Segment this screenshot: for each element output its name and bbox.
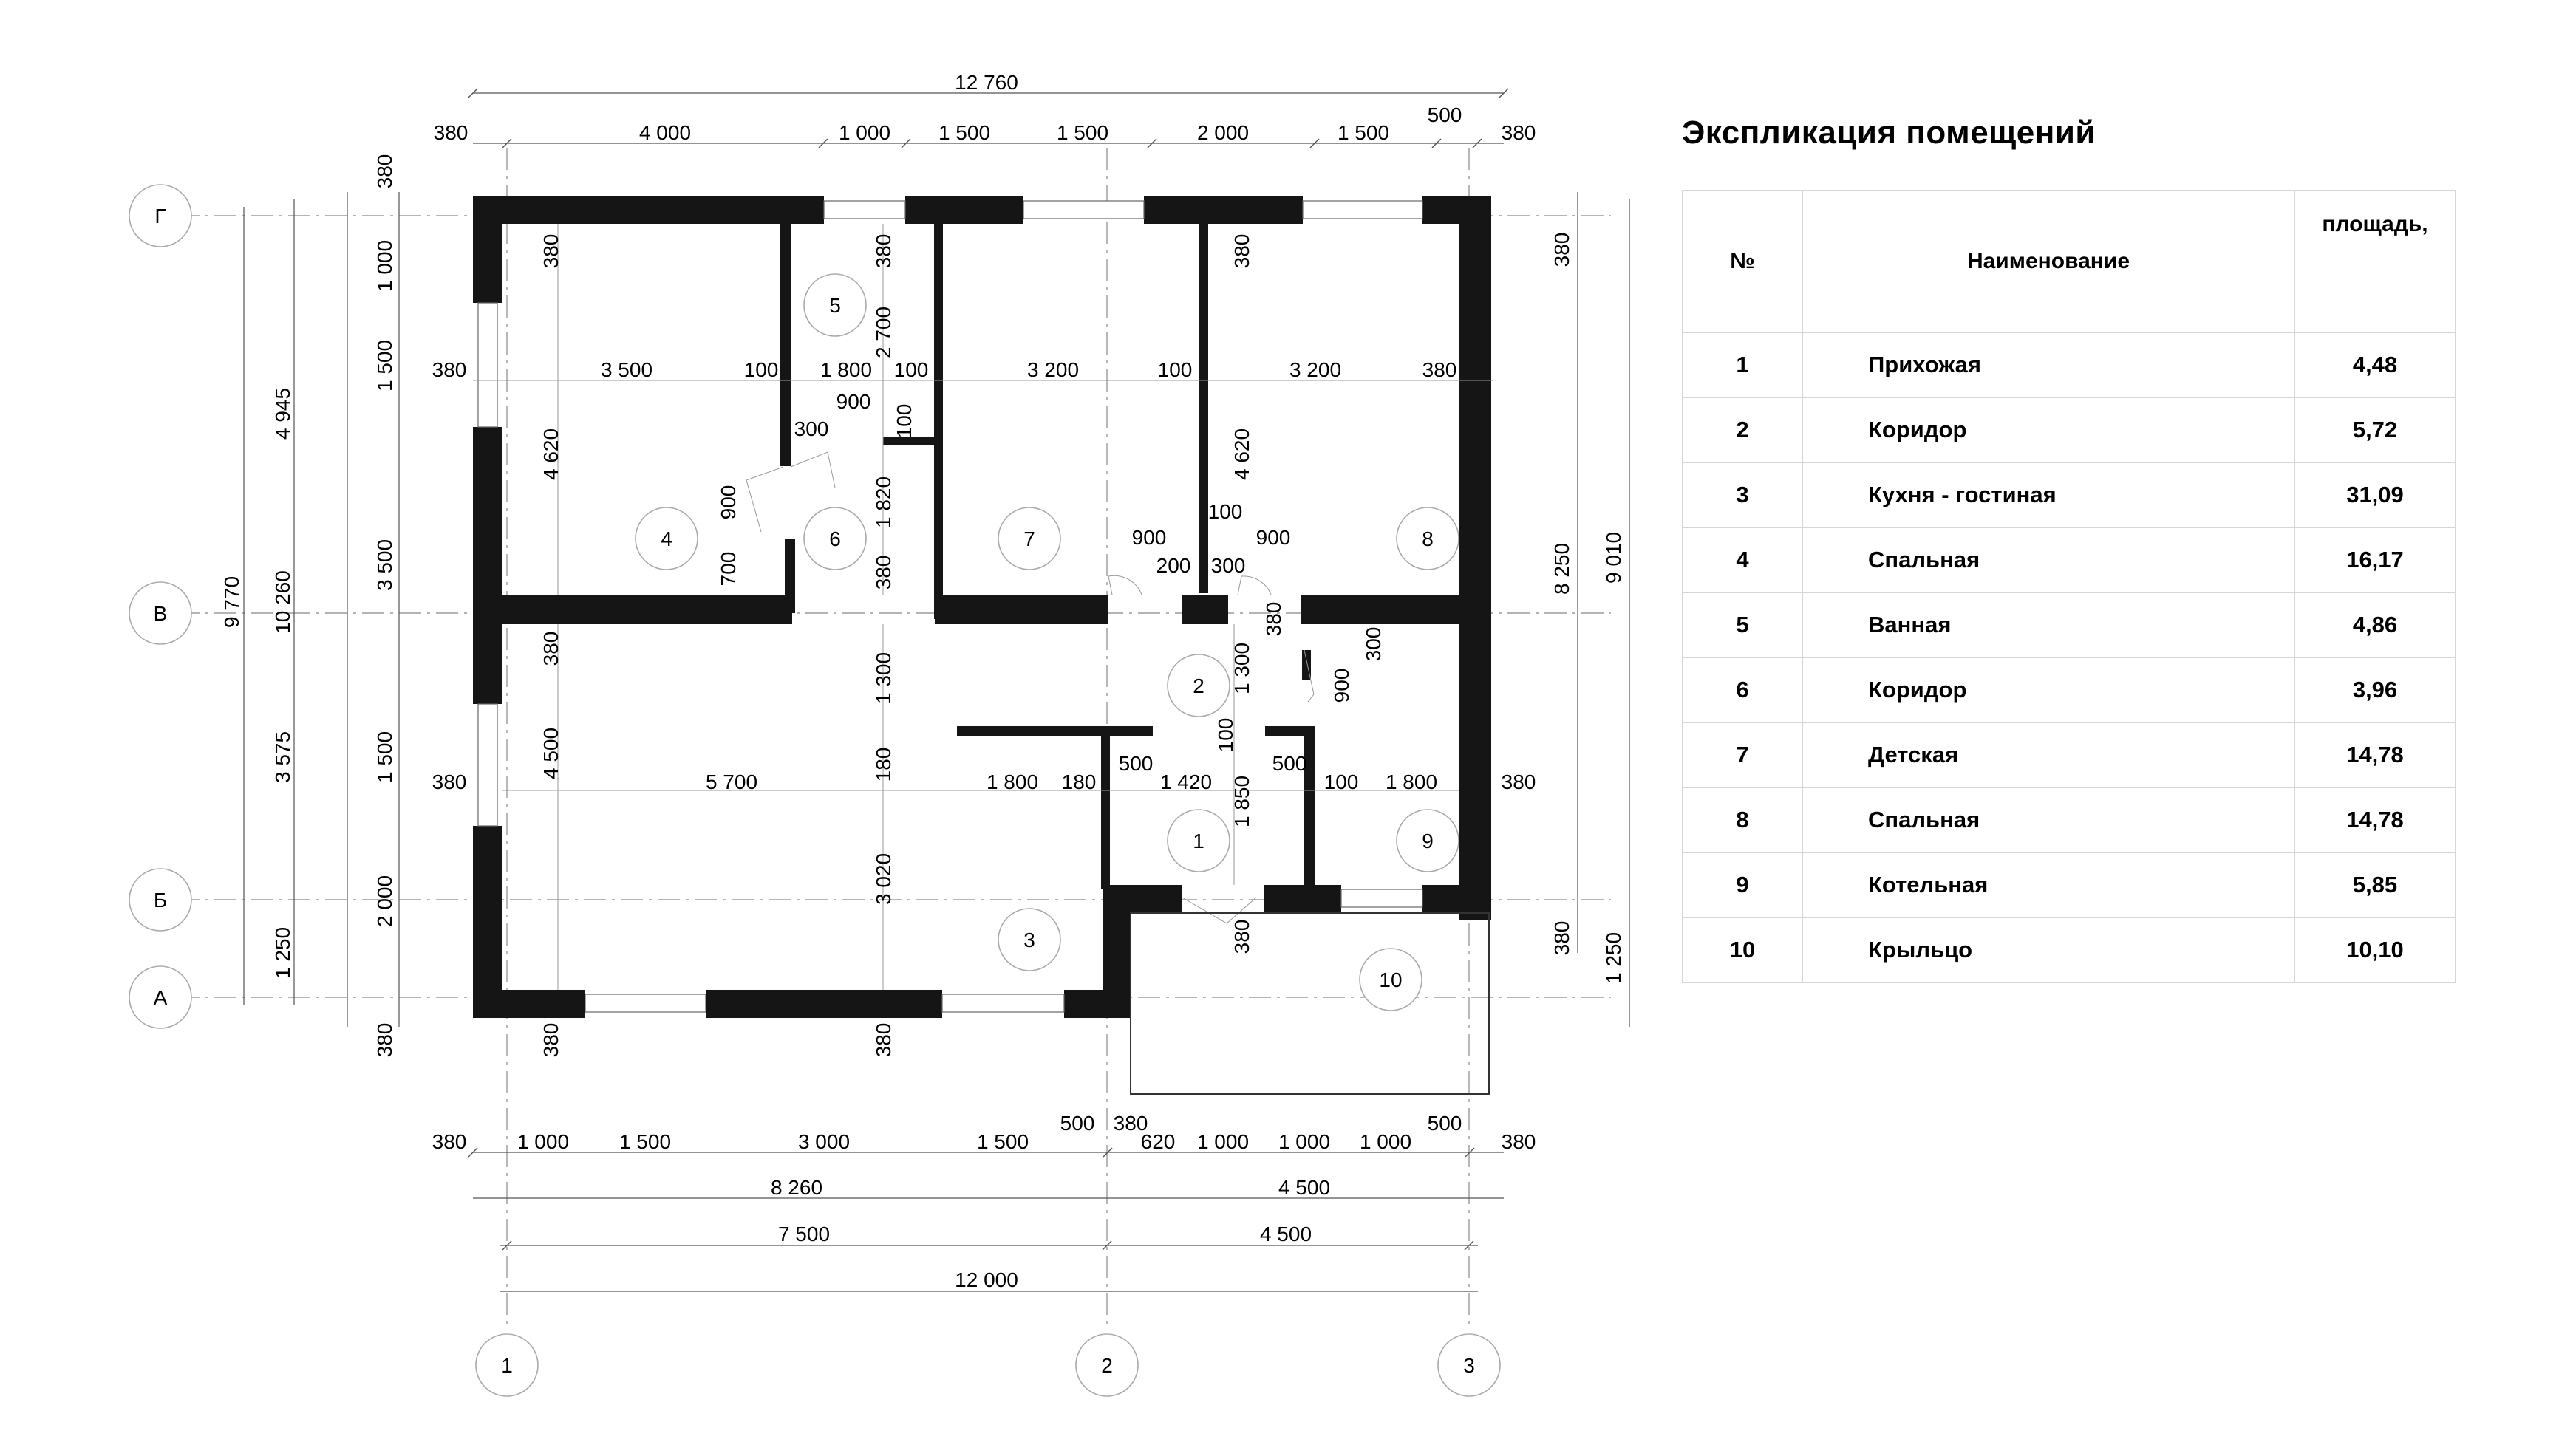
dim-int-r7-100: 100 bbox=[1157, 358, 1193, 381]
dim-bottom-9: 1 000 bbox=[1278, 1130, 1331, 1153]
dim-bottom-8260: 8 260 bbox=[770, 1176, 823, 1199]
dim-int-r3-3020: 3 020 bbox=[872, 852, 895, 906]
dim-left-6: 380 bbox=[373, 1022, 396, 1058]
room-number-2: 2 bbox=[1193, 674, 1204, 697]
dim-int-e-500b: 500 bbox=[1272, 752, 1307, 775]
table-row bbox=[1683, 332, 2456, 397]
dim-bottom-12000: 12 000 bbox=[955, 1268, 1018, 1291]
dim-bottom-2: 1 500 bbox=[619, 1130, 672, 1153]
dim-int-r3-1300: 1 300 bbox=[872, 652, 895, 705]
row-no: 6 bbox=[1683, 657, 1802, 722]
dim-int-r5-1800: 1 800 bbox=[820, 358, 873, 381]
row-area: 31,09 bbox=[2294, 462, 2456, 527]
dim-int-p-380: 380 bbox=[1230, 919, 1253, 954]
dim-int-b-100: 100 bbox=[1323, 770, 1359, 793]
dim-left-4945: 4 945 bbox=[271, 387, 294, 440]
table-row bbox=[1683, 462, 2456, 527]
dim-int-r8-380b: 380 bbox=[1422, 358, 1457, 381]
table-row bbox=[1683, 852, 2456, 917]
row-name: Детская bbox=[1802, 722, 2294, 787]
dim-int-b-380: 380 bbox=[1501, 770, 1536, 793]
axis-label-a: А bbox=[153, 986, 168, 1009]
row-no: 3 bbox=[1683, 462, 1802, 527]
dim-int-r5-380: 380 bbox=[872, 233, 895, 269]
header-area: площадь, bbox=[2294, 191, 2456, 332]
dim-bottom-7: 620 bbox=[1140, 1130, 1176, 1153]
dim-int-b-1800: 1 800 bbox=[1385, 770, 1438, 793]
dim-int-r3-380c: 380 bbox=[872, 1022, 895, 1058]
dim-int-r5-900: 900 bbox=[836, 390, 871, 413]
dim-int-r4-380b: 380 bbox=[539, 233, 562, 269]
row-area: 5,72 bbox=[2294, 397, 2456, 462]
dim-int-c-900b: 900 bbox=[1255, 526, 1291, 549]
dim-bottom-1: 1 000 bbox=[517, 1130, 570, 1153]
room-number-1: 1 bbox=[1193, 830, 1204, 852]
dim-top-2: 1 000 bbox=[838, 121, 891, 144]
header-name: Наименование bbox=[1802, 191, 2294, 332]
dim-int-c-100: 100 bbox=[1207, 500, 1243, 523]
bottom-dimensions bbox=[432, 1112, 1536, 1291]
dim-bottom-0: 380 bbox=[432, 1130, 467, 1153]
row-area: 4,48 bbox=[2294, 332, 2456, 397]
dim-int-r4-3500: 3 500 bbox=[600, 358, 653, 381]
dim-top-total: 12 760 bbox=[955, 71, 1018, 94]
row-name: Коридор bbox=[1802, 657, 2294, 722]
dim-bottom-4500b: 4 500 bbox=[1259, 1223, 1312, 1245]
row-name: Ванная bbox=[1802, 592, 2294, 657]
explication-title: Экспликация помещений bbox=[1682, 115, 2096, 151]
dim-int-e-100: 100 bbox=[1214, 717, 1237, 753]
table-row bbox=[1683, 397, 2456, 462]
dim-int-c-900c: 900 bbox=[1330, 668, 1353, 703]
row-no: 8 bbox=[1683, 787, 1802, 852]
dim-int-e-1850: 1 850 bbox=[1230, 775, 1253, 828]
row-area: 16,17 bbox=[2294, 527, 2456, 592]
room-number-7: 7 bbox=[1023, 527, 1035, 550]
dim-int-r6-1820: 1 820 bbox=[872, 476, 895, 529]
row-no: 2 bbox=[1683, 397, 1802, 462]
row-no: 4 bbox=[1683, 527, 1802, 592]
dim-int-c-900a: 900 bbox=[1131, 526, 1167, 549]
row-no: 1 bbox=[1683, 332, 1802, 397]
dim-int-c-380: 380 bbox=[1262, 601, 1285, 637]
row-axis-markers bbox=[129, 185, 191, 1028]
axis-label-b: Б bbox=[153, 889, 168, 912]
dim-int-r3-380: 380 bbox=[539, 631, 562, 666]
dim-bottom-4: 1 500 bbox=[976, 1130, 1029, 1153]
table-row bbox=[1683, 722, 2456, 787]
table-row bbox=[1683, 592, 2456, 657]
dim-int-e-1420: 1 420 bbox=[1159, 770, 1213, 793]
dim-left-10260: 10 260 bbox=[271, 570, 294, 634]
room-number-3: 3 bbox=[1023, 929, 1035, 951]
dim-bottom-10: 1 000 bbox=[1359, 1130, 1412, 1153]
dim-right-380a: 380 bbox=[1550, 232, 1573, 267]
dim-left-4: 1 500 bbox=[373, 731, 396, 784]
dim-right-9010: 9 010 bbox=[1602, 531, 1625, 584]
dim-int-e-180: 180 bbox=[1061, 770, 1097, 793]
dim-int-r3-5700: 5 700 bbox=[705, 770, 758, 793]
row-area: 3,96 bbox=[2294, 657, 2456, 722]
dim-left-9770: 9 770 bbox=[220, 575, 243, 629]
axis-label-1: 1 bbox=[501, 1354, 513, 1377]
dim-bottom-7500: 7 500 bbox=[777, 1223, 831, 1245]
row-name: Прихожая bbox=[1802, 332, 2294, 397]
dim-left-2: 1 500 bbox=[373, 339, 396, 392]
header-no: № bbox=[1683, 191, 1802, 332]
row-area: 4,86 bbox=[2294, 592, 2456, 657]
dim-int-r8-380: 380 bbox=[1230, 233, 1253, 269]
dim-bottom-8: 1 000 bbox=[1196, 1130, 1250, 1153]
row-no: 10 bbox=[1683, 917, 1802, 982]
left-dimensions bbox=[220, 154, 396, 1058]
row-area: 5,85 bbox=[2294, 852, 2456, 917]
dim-right-8250: 8 250 bbox=[1550, 542, 1573, 595]
dim-int-e-1800: 1 800 bbox=[986, 770, 1039, 793]
dim-int-r3-380b: 380 bbox=[539, 1022, 562, 1058]
top-dimensions bbox=[434, 71, 1536, 144]
dim-top-8: 380 bbox=[1501, 121, 1536, 144]
dim-int-r4-100: 100 bbox=[743, 358, 779, 381]
table-row bbox=[1683, 917, 2456, 982]
dim-int-r6-700: 700 bbox=[717, 551, 740, 587]
axis-label-v: В bbox=[153, 602, 168, 625]
dim-int-r8-4620: 4 620 bbox=[1230, 428, 1253, 481]
row-name: Крыльцо bbox=[1802, 917, 2294, 982]
room-number-4: 4 bbox=[661, 527, 672, 550]
dim-int-r8-3200: 3 200 bbox=[1289, 358, 1342, 381]
axis-label-2: 2 bbox=[1101, 1354, 1113, 1377]
row-no: 5 bbox=[1683, 592, 1802, 657]
dim-bottom-4500a: 4 500 bbox=[1278, 1176, 1331, 1199]
row-area: 10,10 bbox=[2294, 917, 2456, 982]
table-row bbox=[1683, 657, 2456, 722]
room-number-5: 5 bbox=[829, 294, 841, 317]
porch-outline bbox=[1131, 913, 1489, 1094]
explication-table bbox=[1682, 190, 2456, 983]
room-explication bbox=[1682, 115, 2456, 983]
dim-int-c-200: 200 bbox=[1156, 554, 1191, 577]
dim-left-1: 1 000 bbox=[373, 239, 396, 293]
row-name: Кухня - гостиная bbox=[1802, 462, 2294, 527]
dim-top-5: 2 000 bbox=[1196, 121, 1250, 144]
dim-int-c-300: 300 bbox=[1210, 554, 1246, 577]
dim-top-4: 1 500 bbox=[1056, 121, 1109, 144]
dim-int-r5-100: 100 bbox=[893, 358, 929, 381]
room-number-10: 10 bbox=[1379, 968, 1403, 991]
dim-bottom-12: 380 bbox=[1501, 1130, 1536, 1153]
row-area: 14,78 bbox=[2294, 787, 2456, 852]
dim-int-e-500: 500 bbox=[1118, 752, 1154, 775]
interior-dimensions bbox=[432, 234, 1536, 1058]
dim-right-1250: 1 250 bbox=[1602, 932, 1625, 985]
dim-left-5: 2 000 bbox=[373, 875, 396, 928]
dim-right-380b: 380 bbox=[1550, 920, 1573, 956]
col-axis-markers bbox=[476, 1334, 1500, 1396]
room-number-9: 9 bbox=[1422, 830, 1434, 852]
dim-bottom-5: 500 bbox=[1060, 1112, 1095, 1135]
dim-int-c-1300: 1 300 bbox=[1230, 642, 1253, 695]
row-name: Спальная bbox=[1802, 527, 2294, 592]
table-row bbox=[1683, 787, 2456, 852]
dim-bottom-3: 3 000 bbox=[797, 1130, 851, 1153]
dim-int-c-300b: 300 bbox=[1362, 626, 1385, 662]
row-no: 7 bbox=[1683, 722, 1802, 787]
dim-top-7: 500 bbox=[1427, 103, 1462, 126]
dim-int-r3-380left: 380 bbox=[432, 770, 467, 793]
dim-int-r5-300: 300 bbox=[794, 417, 829, 440]
dim-left-1250: 1 250 bbox=[271, 926, 294, 980]
row-name: Спальная bbox=[1802, 787, 2294, 852]
dim-bottom-6: 380 bbox=[1113, 1112, 1148, 1135]
dim-int-r4-4620: 4 620 bbox=[539, 428, 562, 481]
dim-int-r5-2700: 2 700 bbox=[872, 306, 895, 359]
dim-top-3: 1 500 bbox=[938, 121, 991, 144]
dim-int-r6-900: 900 bbox=[717, 485, 740, 520]
room-number-6: 6 bbox=[829, 527, 841, 550]
walls bbox=[473, 196, 1491, 1018]
row-name: Коридор bbox=[1802, 397, 2294, 462]
dim-left-3575: 3 575 bbox=[271, 731, 294, 784]
dim-bottom-11: 500 bbox=[1427, 1112, 1462, 1135]
axis-label-g: Г bbox=[154, 205, 166, 228]
row-name: Котельная bbox=[1802, 852, 2294, 917]
dim-int-r3-4500: 4 500 bbox=[539, 727, 562, 780]
dim-top-1: 4 000 bbox=[638, 121, 692, 144]
row-no: 9 bbox=[1683, 852, 1802, 917]
row-area: 14,78 bbox=[2294, 722, 2456, 787]
room-number-8: 8 bbox=[1422, 527, 1434, 550]
dim-top-0: 380 bbox=[433, 121, 468, 144]
dim-int-r5-100b: 100 bbox=[893, 403, 916, 439]
axis-label-3: 3 bbox=[1463, 1354, 1475, 1377]
dim-int-r3-180: 180 bbox=[872, 747, 895, 782]
dim-int-r7-3200: 3 200 bbox=[1026, 358, 1080, 381]
dim-int-r6-380: 380 bbox=[872, 555, 895, 590]
dim-top-6: 1 500 bbox=[1337, 121, 1390, 144]
table-row bbox=[1683, 527, 2456, 592]
dim-left-3: 3 500 bbox=[373, 539, 396, 592]
dim-left-0: 380 bbox=[373, 154, 396, 189]
dim-int-r4-380: 380 bbox=[432, 358, 467, 381]
table-header-row bbox=[1683, 191, 2456, 332]
right-dimensions bbox=[1550, 233, 1625, 984]
